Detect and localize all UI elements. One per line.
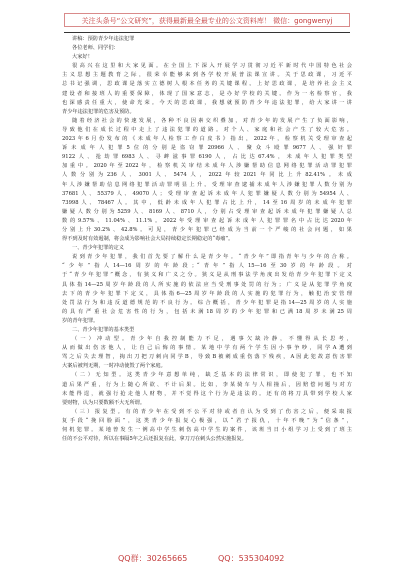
text-line: 主义思想主题教育之际，很荣幸能够来到各学校开展普法课宣讲。关于思政课，习近平 <box>62 72 352 79</box>
text-line: 数的9.57%、11.04%、11.1%。2022年受理审查起诉未成年人犯罪罪名中占比达2020年 <box>62 217 352 224</box>
page-footer <box>0 553 408 567</box>
text-line: 诉未成年人犯罪5位的分别是盗窃罪20966人、聚众斗殴罪9677人、强奸罪 <box>62 145 352 152</box>
text-line: 的具有严重社会危害性的行为，包括未满18周岁的少年犯罪和已满18周岁未满25周 <box>62 308 352 315</box>
promo-banner: 关注头条号“公文研究”，获得最新最全最专业的公文资料库！ 微信：gongwenyj <box>64 13 350 27</box>
text-line: 73998人、78467人。其中，低龄未成年人犯罪占比上升，14至16周岁的未成年犯罪 <box>62 199 352 206</box>
text-line: 年人涉嫌帮助信息网络犯罪活动罪明显上升。受理审查逮捕未成年人涉嫌犯罪人数分别为 <box>62 181 352 188</box>
text-line: 2023年6月份发布的《未成年人检察工作白皮书》指出，2022年，检察机关受理审查起 <box>62 136 352 143</box>
text-line: 具体指14—25周岁年龄段的人所实施的依法应当受刑事处罚的行为；广义是从犯罪学角度 <box>62 281 352 288</box>
text-line: 建设者和接班人的重要保障，体现了国家意志，是办好学校的关键。作为一名检察官，我 <box>62 90 352 97</box>
text-line: 未能得逞，就强行抢走他人财物，并不觉得这个行为是违法的。还有的将刀具带到学校人家 <box>62 390 352 397</box>
text-line: 要财物，认为只要数额不大无所谓。 <box>62 399 146 406</box>
text-line: 嫌疑人数分别为5259人、8169人、8710人，分别占受理审查起诉未成年犯罪嫌疑人总 <box>62 208 352 215</box>
text-line: 从而做出伤害他人，让自己后悔的事情。某地中学有两个学生因小事争吵，同学A遭到 <box>62 345 352 352</box>
text-line: 一、青少年犯罪的定义 <box>72 245 124 252</box>
text-line: （二）无知型。这类青少年意想单纯，缺乏基本的法律常识，即使犯了罪，也不知 <box>72 372 352 379</box>
text-line: 道后果严重，行为上随心所欲、不计后果。比如，李某骑车与人相撞后，因赔偿问题与对方 <box>62 381 352 388</box>
text-line: 任的不公平对待，所以在事隔5年之后还报复在此，拿刀刀在刺头公然实施报复。 <box>62 436 247 443</box>
text-line: 说到青少年犯罪，我们首先要了解什么是青少年。“青少年”即指青年与少年的合称。 <box>72 254 352 261</box>
text-line: 人数分别为236人、3001人、5474人，2022年较2021年同比上升82.41%。未成 <box>62 172 352 179</box>
text-line: 也深感责任重大，使命光荣。今天的思政课，我想就预防青少年违法犯罪，给大家讲一讲 <box>62 99 352 106</box>
text-line: 骂之后失去理智，掏出刀把刀刺向同学B，导致B被刺成重伤落下残疾，A因此犯故意伤害罪 <box>62 354 352 361</box>
header-rule <box>64 32 350 33</box>
text-line: 导致他们在成长过程中走上了违法犯罪的道路。对个人、家庭和社会产生了较大危害。 <box>62 126 352 133</box>
text-line: 9122人、抢劫罪6983人、寻衅滋事罪6190人，占比达67.4%，未成年人犯罪类型 <box>62 154 352 161</box>
text-line: 青少年违法犯罪的危害及预防。 <box>62 108 135 115</box>
text-line: 大家好！ <box>72 54 93 61</box>
text-line: 讲稿：预防青少年违法犯罪 <box>72 36 135 42</box>
text-line: 大案后被判无期，一时冲动使毁了两个家庭。 <box>62 363 166 370</box>
text-line: （一）冲动型。青少年自我控制能力不足，遇事欠缺冷静，不懂得从长思考， <box>72 336 352 343</box>
text-line: 二、青少年犯罪的基本类型 <box>72 327 135 333</box>
footer-qq-group: QQ群：30265665 <box>118 554 188 563</box>
text-line: 随着经济社会的快速发展，各种不良因素交织叠加，对青少年的发展产生了负面影响， <box>72 117 352 124</box>
text-line: 总书记强调，思政课是落实立德树人根本任务的关键课程。上好思政课，是培养社会主义 <box>62 81 352 88</box>
text-line: 很高兴在这里和大家见面。在全国上下深入开展学习贯彻习近平新时代中国特色社会 <box>72 63 352 70</box>
document-body <box>62 35 352 444</box>
text-line: 加重中。2020年至2022年，检察机关审结未成年人涉嫌帮助信息网络犯罪活动罪犯罪 <box>62 163 352 170</box>
text-line: 分别上升30.2%、42.8%。可见，青少年犯罪已经成为当前一个严峻的社会问题，如果 <box>62 226 352 233</box>
text-line: 得不到及时有效遏制，将会成为影响社会大局持续稳定长期稳定的“毒瘤”。 <box>62 236 234 243</box>
text-line: “少年”指人14—16周岁的年龄段；“青年”指人15—16至30岁的年龄段。对 <box>62 263 352 270</box>
text-line: （三）报复型。有的青少年在受到不公平对待或者自认为受到了伤害之后，便采取报 <box>72 408 352 415</box>
text-line: 伺机犯罪。某地曾发生一例高中学生刺伤高中学生的案件，该班当日小组学习上受到了班主 <box>62 427 352 434</box>
text-line: 去下的青少年犯罪下定义，具体指6—25周岁年龄段的人实施的犯罪行为，触犯治安管理 <box>62 290 352 297</box>
footer-qq: QQ：535304092 <box>218 554 285 563</box>
text-line: 各位老师、同学们： <box>72 45 119 52</box>
text-line: 复手段“挽回脸面”，这类青少年报复心极强，以“君子报仇，十年不晚”为“信条”， <box>62 417 352 424</box>
text-line: 37681人、55379人、49070人；受理审查起诉未成年人犯罪嫌疑人数分别为54954人、 <box>62 190 352 197</box>
text-line: 处罚法行为和违反道德规范的不良行为。综合概括，青少年犯罪是指14—25周岁的人实施 <box>62 299 352 306</box>
text-line: 于“青少年犯罪”概念，有狭义和广义之分。狭义是从刑事法学角度出发给青少年犯罪下定义 <box>62 272 352 279</box>
text-line: 岁的青年犯罪。 <box>62 317 99 324</box>
